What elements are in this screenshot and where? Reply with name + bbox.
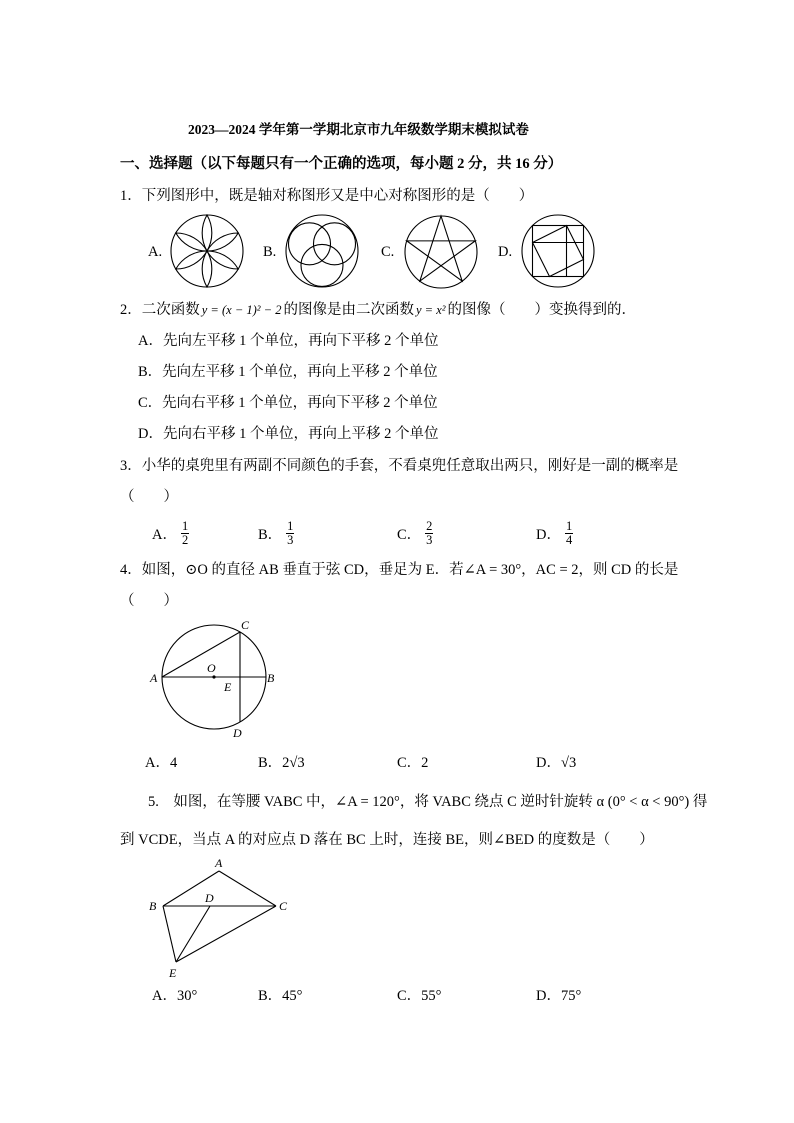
q1-option-b-label: B. <box>263 244 277 260</box>
q2-stem-part3: 的图像（ ）变换得到的． <box>447 302 637 318</box>
denominator: 3 <box>287 532 294 547</box>
q5-option-d <box>536 986 581 1006</box>
q5-stem-line2: 到 VCDE，当点 A 的对应点 D 落在 BC 上时，连接 BE，则∠BED 的度数是（ ） <box>120 832 654 848</box>
q3-option-b-fraction <box>286 520 294 547</box>
q4-option-c-value: 2 <box>421 755 429 771</box>
q4-option-c-label: C． <box>397 755 422 771</box>
q4-option-d <box>536 753 576 773</box>
label-a: A <box>150 671 158 685</box>
segment-ac <box>219 871 276 906</box>
q4-option-b <box>258 753 305 773</box>
q4-option-a <box>145 753 177 773</box>
q5-triangle-figure <box>145 855 295 980</box>
q3-option-b-label: B． <box>258 526 283 543</box>
q2-option-a: A．先向左平移 1 个单位，再向下平移 2 个单位 <box>138 333 439 349</box>
outer-circle <box>405 216 477 288</box>
q3-option-b <box>258 519 294 547</box>
q4-answer-paren: （ ） <box>120 593 178 609</box>
q3-option-d <box>536 519 573 547</box>
q5-option-d-label: D． <box>536 988 561 1004</box>
q3-option-a-fraction <box>181 520 189 547</box>
numerator: 1 <box>287 518 294 533</box>
q5-option-c-label: C． <box>397 988 422 1004</box>
q5-option-a-label: A． <box>152 988 177 1004</box>
q5-option-a <box>152 986 197 1006</box>
q5-option-b-value: 45° <box>282 988 303 1004</box>
q5-option-b <box>258 986 302 1006</box>
q1-figure-c-pentagram <box>404 215 478 289</box>
label-c: C <box>279 899 288 913</box>
q2-stem-part2: 的图像是由二次函数 <box>283 302 414 318</box>
q1-figure-a-rosette <box>170 214 244 288</box>
q1-figure-b-three-circles <box>285 214 359 288</box>
q1-option-c-label: C. <box>381 244 395 260</box>
q5-option-b-label: B． <box>258 988 283 1004</box>
denominator: 4 <box>565 532 573 547</box>
q2-stem-part1: 2．二次函数 <box>120 302 200 318</box>
q5-option-c-value: 55° <box>421 988 442 1004</box>
segment-ed <box>176 906 210 962</box>
denominator: 3 <box>426 532 433 547</box>
q3-option-c-fraction <box>425 520 433 547</box>
label-c: C <box>241 618 250 632</box>
q1-stem: 1．下列图形中，既是轴对称图形又是中心对称图形的是（ ） <box>120 188 534 204</box>
q3-option-d-label: D． <box>536 526 561 543</box>
denominator: 2 <box>181 532 189 547</box>
q3-option-c <box>397 519 433 547</box>
label-e: E <box>169 966 177 980</box>
numerator: 1 <box>181 518 189 533</box>
inscribed-square <box>533 226 584 277</box>
outer-circle <box>286 215 358 287</box>
label-b: B <box>267 671 275 685</box>
section-header: 一、选择题（以下每题只有一个正确的选项，每小题 2 分，共 16 分） <box>120 156 563 172</box>
segment-ac <box>162 632 240 677</box>
q4-option-d-value: √3 <box>560 755 577 771</box>
q4-option-b-value: 2√3 <box>282 755 305 771</box>
q2-formula-1: y = (x − 1)² − 2 <box>201 303 282 317</box>
numerator: 1 <box>565 518 573 533</box>
center-point-o <box>212 675 215 678</box>
label-o: O <box>207 661 216 675</box>
q2-option-b: B．先向左平移 1 个单位，再向上平移 2 个单位 <box>138 364 438 380</box>
exam-title: 2023—2024 学年第一学期北京市九年级数学期末模拟试卷 <box>188 122 529 137</box>
label-e: E <box>224 680 232 694</box>
q3-option-d-fraction <box>565 520 573 547</box>
q3-answer-paren: （ ） <box>120 489 178 505</box>
q5-option-c <box>397 986 441 1006</box>
q5-option-d-value: 75° <box>560 988 582 1004</box>
segment-ec <box>176 906 276 962</box>
q4-option-a-value: 4 <box>169 755 178 771</box>
q1-option-d-label: D. <box>498 244 513 260</box>
inner-tilted-square <box>533 226 584 277</box>
q3-option-a <box>152 519 189 547</box>
q3-stem: 3．小华的桌兜里有两副不同颜色的手套，不看桌兜任意取出两只，刚好是一副的概率是 <box>120 458 679 474</box>
q2-stem <box>120 300 636 320</box>
label-d: D <box>233 726 242 740</box>
q2-formula-2: y = x² <box>415 303 446 317</box>
inner-circle-bottom <box>301 244 343 286</box>
q1-option-a-label: A. <box>148 244 163 260</box>
q4-option-d-label: D． <box>536 755 561 771</box>
q5-stem-line1: 5. 如图，在等腰 VABC 中，∠A = 120°，将 VABC 绕点 C 逆时针旋转 α (0° < α < 90°) 得 <box>148 794 708 810</box>
label-d: D <box>205 891 214 905</box>
q4-option-b-label: B． <box>258 755 283 771</box>
q4-option-c <box>397 753 428 773</box>
numerator: 2 <box>426 518 433 533</box>
label-b: B <box>149 899 157 913</box>
q4-stem: 4．如图，⊙O 的直径 AB 垂直于弦 CD，垂足为 E．若∠A = 30°，AC = 2，则 CD 的长是 <box>120 562 679 578</box>
q2-option-c: C．先向右平移 1 个单位，再向下平移 2 个单位 <box>138 395 438 411</box>
q3-option-a-label: A． <box>152 526 177 543</box>
q4-circle-figure <box>140 615 290 740</box>
q5-option-a-value: 30° <box>176 988 198 1004</box>
segment-be <box>163 906 176 962</box>
q1-figure-d-square-pinwheel <box>521 214 595 288</box>
q4-option-a-label: A． <box>145 755 170 771</box>
q2-option-d: D．先向右平移 1 个单位，再向上平移 2 个单位 <box>138 426 439 442</box>
inner-circle-left <box>289 223 331 265</box>
inner-circle-right <box>314 223 356 265</box>
q3-option-c-label: C． <box>397 526 422 543</box>
label-a: A <box>215 856 223 870</box>
